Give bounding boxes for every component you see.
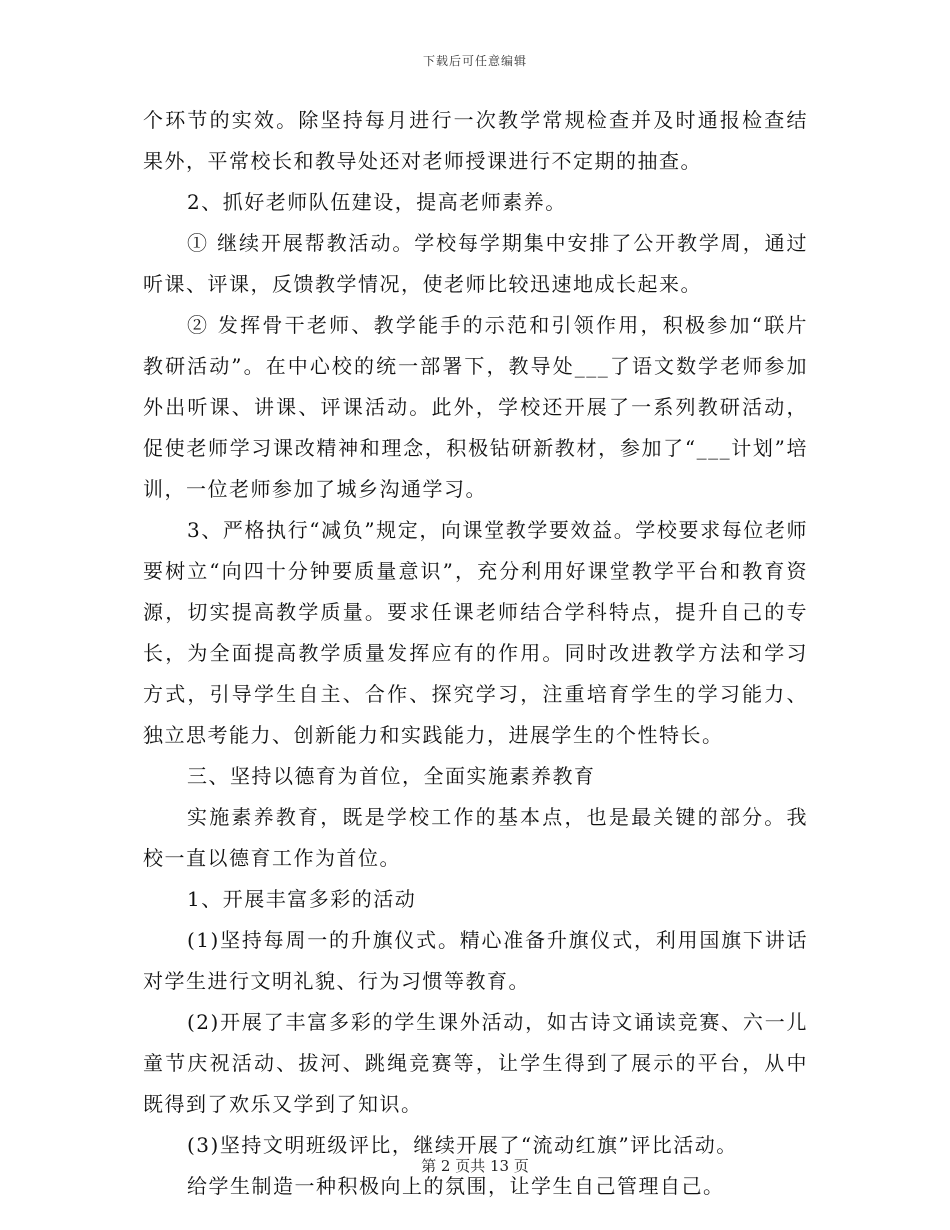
paragraph: ② 发挥骨干老师、教学能手的示范和引领作用，积极参加“联片教研活动”。在中心校的统一部署下，教导处___了语文数学老师参加外出听课、讲课、评课活动。此外，学校还开展了一系列教研活动，促使老师学习课改精神和理念，积极钻研新教材，参加了“___计划”培训，一位老师参加了城乡沟通学习。 (143, 313, 808, 501)
paragraph: 3、严格执行“减负”规定，向课堂教学要效益。学校要求每位老师要树立“向四十分钟要质量意识”，充分利用好课堂教学平台和教育资源，切实提高教学质量。要求任课老师结合学科特点，提升自己的专长，为全面提高教学质量发挥应有的作用。同时改进教学方法和学习方式，引导学生自主、合作、探究学习，注重培育学生的学习能力、独立思考能力、创新能力和实践能力，进展学生的个性特长。 (143, 518, 808, 747)
document-body (143, 100, 808, 1207)
paragraph: (3)坚持文明班级评比，继续开展了“流动红旗”评比活动。 (187, 1133, 738, 1157)
paragraph: ① 继续开展帮教活动。学校每学期集中安排了公开教学周，通过听课、评课，反馈教学情况，使老师比较迅速地成长起来。 (143, 231, 808, 296)
paragraph: 实施素养教育，既是学校工作的基本点，也是最关键的部分。我校一直以德育工作为首位。 (143, 805, 808, 870)
paragraph: 个环节的实效。除坚持每月进行一次教学常规检查并及时通报检查结果外，平常校长和教导处还对老师授课进行不定期的抽查。 (143, 108, 808, 173)
paragraph: (2)开展了丰富多彩的学生课外活动，如古诗文诵读竞赛、六一儿童节庆祝活动、拔河、跳绳竞赛等，让学生得到了展示的平台，从中既得到了欢乐又学到了知识。 (143, 1010, 808, 1116)
paragraph: (1)坚持每周一的升旗仪式。精心准备升旗仪式，利用国旗下讲话对学生进行文明礼貌、行为习惯等教育。 (143, 928, 808, 993)
section-heading: 三、坚持以德育为首位，全面实施素养教育 (187, 764, 596, 788)
page-number: 第 2 页共 13 页 (421, 1157, 529, 1175)
paragraph: 2、抓好老师队伍建设，提高老师素养。 (187, 190, 567, 214)
subsection-heading: 1、开展丰富多彩的活动 (187, 887, 417, 911)
page-header: 下载后可任意编辑 (422, 54, 527, 68)
paragraph: 给学生制造一种积极向上的氛围，让学生自己管理自己。 (187, 1174, 725, 1198)
